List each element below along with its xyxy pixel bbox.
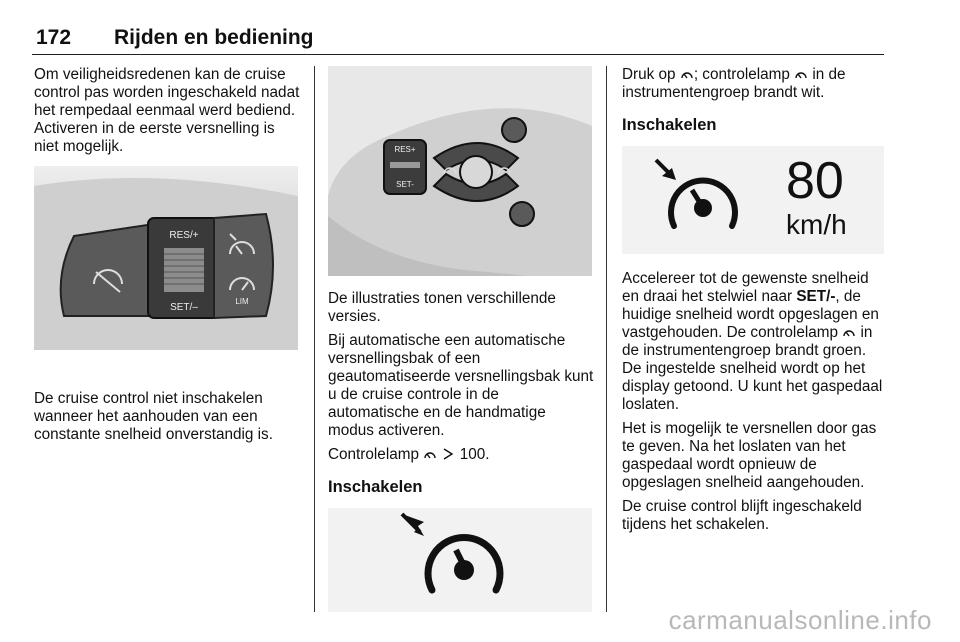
accelerate-more-paragraph: Het is mogelijk te versnellen door gas te geven. Na het loslaten van het gaspedaal wordt opnieuw de opgeslagen snelheid aangehouden. xyxy=(622,420,877,491)
thumbwheel xyxy=(164,248,204,292)
voice-button xyxy=(502,118,526,142)
indicator-reference: Controlelamp 100. xyxy=(328,446,490,463)
warning-paragraph: De cruise control niet inschakelen wanneer het aanhouden van een constante snelheid onverstandig is. xyxy=(34,390,273,443)
press-paragraph: Druk op ; controlelamp in de instrumentengroep brandt wit. xyxy=(622,66,846,101)
accelerate-paragraph: Accelereer tot de gewenste snelheid en draai het stelwiel naar SET/-, de huidige snelheid wordt opgeslagen en vastgehouden. De controlelamp in de instrumentengroep brandt groen. De ingestelde snelheid wordt op het display getoond. U kunt het gaspedaal loslaten. xyxy=(622,270,883,413)
speed-display-figure xyxy=(622,146,884,254)
section-heading-inschakelen: Inschakelen xyxy=(328,478,423,496)
res-label: RES/+ xyxy=(169,230,199,241)
lim-label: LIM xyxy=(235,297,249,306)
shifting-paragraph: De cruise control blijft ingeschakeld tijdens het schakelen. xyxy=(622,498,862,533)
set-label: SET- xyxy=(396,180,414,189)
cruise-control-lamp-icon xyxy=(794,68,808,80)
versions-paragraph: De illustraties tonen verschillende versies. xyxy=(328,290,556,325)
steering-controls-figure-1 xyxy=(34,166,298,350)
automatic-paragraph: Bij automatische een automatische versnellingsbak of een geautomatiseerde versnellingsbak kunt u de cruise controle in de automatische en de handmatige modus activeren. xyxy=(328,332,594,439)
cruise-control-symbol-figure xyxy=(328,508,592,612)
page-title: Rijden en bediening xyxy=(114,26,314,49)
set-label: SET/– xyxy=(170,302,198,313)
center-button xyxy=(460,156,492,188)
cruise-control-lamp-icon xyxy=(423,448,437,460)
column-middle xyxy=(328,66,594,612)
speed-value: 80 xyxy=(786,152,844,210)
page-number: 172 xyxy=(36,26,72,49)
res-label: RES+ xyxy=(394,145,416,154)
cruise-control-button-icon xyxy=(680,68,694,80)
set-label: SET/- xyxy=(796,288,836,305)
intro-paragraph: Om veiligheidsredenen kan de cruise control pas worden ingeschakeld nadat het rempedaal eenmaal werd bediend. Activeren in de eerste versnelling is niet mogelijk. xyxy=(34,66,300,155)
column-left xyxy=(34,66,300,450)
column-divider xyxy=(606,66,607,612)
column-divider xyxy=(314,66,315,612)
column-right xyxy=(622,66,888,540)
watermark: carmanualsonline.info xyxy=(668,605,932,635)
section-heading-inschakelen: Inschakelen xyxy=(622,116,717,134)
phone-button xyxy=(510,202,534,226)
page-reference-arrow-icon xyxy=(441,448,455,460)
page-header xyxy=(32,24,884,55)
speed-unit: km/h xyxy=(786,209,847,240)
steering-controls-figure-2 xyxy=(328,66,592,276)
cruise-control-lamp-icon xyxy=(842,326,856,338)
